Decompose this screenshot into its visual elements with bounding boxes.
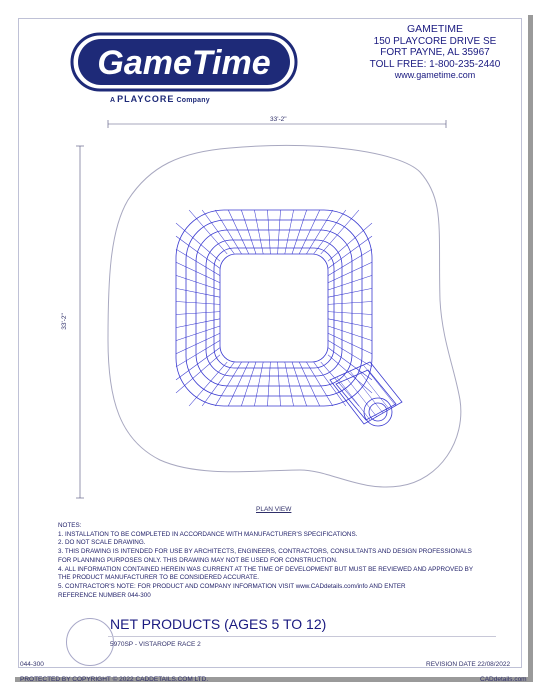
net-grid-line xyxy=(176,301,220,304)
logo-text: GameTime xyxy=(97,44,271,82)
net-grid-line xyxy=(202,362,234,406)
revision-date: REVISION DATE 22/08/2022 xyxy=(426,661,511,668)
net-grid-line xyxy=(176,288,220,297)
note-line: 4. ALL INFORMATION CONTAINED HEREIN WAS CURRENT AT THE TIME OF DEVELOPMENT BUT MUST BE REVIEWED AND APPROVED BY xyxy=(58,565,474,573)
net-grid-line xyxy=(292,210,307,254)
net-grid-line xyxy=(328,355,372,393)
net-grid-line xyxy=(176,236,220,268)
net-grid-line xyxy=(278,362,281,406)
net-grid-line xyxy=(328,340,372,366)
company-address-line1: 150 PLAYCORE DRIVE SE xyxy=(373,35,497,47)
notes-heading: NOTES: xyxy=(58,522,82,529)
net-grid-line xyxy=(267,210,270,254)
net-grid-line xyxy=(189,362,227,406)
net-grid-line xyxy=(176,312,220,315)
net-grid-line xyxy=(328,288,372,297)
copyright-notice: PROTECTED BY COPYRIGHT © 2022 CADDETAILS.COM LTD. xyxy=(20,676,209,683)
net-grid-line xyxy=(202,210,234,254)
net-grid-line xyxy=(278,210,281,254)
ramp-grid-line xyxy=(337,377,371,420)
company-name: GAMETIME xyxy=(406,23,463,35)
net-grid-line xyxy=(306,362,332,406)
company-website[interactable]: www.gametime.com xyxy=(394,70,476,80)
net-grid-line xyxy=(328,326,372,341)
company-phone: TOLL FREE: 1-800-235-2440 xyxy=(369,58,501,70)
net-grid-line xyxy=(241,362,256,406)
net-grid-line xyxy=(176,348,220,380)
net-grid-line xyxy=(328,301,372,304)
net-grid-line xyxy=(176,326,220,341)
tagline-suffix: Company xyxy=(176,97,210,104)
net-grid-line xyxy=(299,210,320,254)
net-grid-line xyxy=(176,340,220,366)
net-grid-line xyxy=(328,312,372,315)
dimension-lines xyxy=(76,120,446,498)
net-grid-line xyxy=(328,236,372,268)
product-title: NET PRODUCTS (AGES 5 TO 12) xyxy=(110,616,327,632)
title-divider xyxy=(108,636,496,637)
net-grid-line xyxy=(299,362,320,406)
net-grid-line xyxy=(328,249,372,275)
net-grid-line xyxy=(228,210,249,254)
net-grid-line xyxy=(176,262,220,283)
note-line: THE PRODUCT MANUFACTURER TO BE CONSIDERED ACCURATE. xyxy=(58,574,260,582)
ramp-grid-line xyxy=(357,368,390,409)
tagline-prefix: A xyxy=(110,97,115,104)
net-grid-line xyxy=(328,319,372,328)
net-grid-line xyxy=(328,262,372,283)
note-line: FOR PLANNING PURPOSES ONLY. THIS DRAWING MAY NOT BE USED FOR CONSTRUCTION. xyxy=(58,556,338,564)
ramp-grid-line xyxy=(363,365,395,406)
exit-ramp xyxy=(330,362,402,426)
net-grid-line xyxy=(285,210,294,254)
note-line: 2. DO NOT SCALE DRAWING. xyxy=(58,539,146,547)
notes-section xyxy=(58,522,508,600)
net-structure xyxy=(176,210,372,406)
net-grid-line xyxy=(189,210,227,254)
product-subtitle: 5970SP - VISTAROPE RACE 2 xyxy=(110,641,201,648)
net-grid-line xyxy=(176,355,220,393)
use-zone-boundary xyxy=(108,145,461,487)
net-grid-line xyxy=(215,362,241,406)
plan-view-label: PLAN VIEW xyxy=(256,506,292,513)
ramp-grid-line xyxy=(343,374,376,417)
net-grid-line xyxy=(215,210,241,254)
net-grid-line xyxy=(254,362,263,406)
title-block-circle xyxy=(66,618,114,666)
net-grid-line xyxy=(321,362,359,406)
net-grid-line xyxy=(241,210,256,254)
net-grid-line xyxy=(176,333,220,354)
net-grid-line xyxy=(176,223,220,261)
net-grid-line xyxy=(285,362,294,406)
note-line: 3. THIS DRAWING IS INTENDED FOR USE BY ARCHITECTS, ENGINEERS, CONTRACTORS, CONSULTANTS AND DESIGN PROFESSIONALS xyxy=(58,548,472,556)
reference-number: 044-300 xyxy=(20,661,44,668)
net-grid-line xyxy=(306,210,332,254)
net-grid-line xyxy=(292,362,307,406)
net-grid-line xyxy=(176,275,220,290)
net-grid-line xyxy=(328,275,372,290)
net-grid-line xyxy=(328,223,372,261)
net-grid-line xyxy=(314,362,346,406)
note-line: 1. INSTALLATION TO BE COMPLETED IN ACCORDANCE WITH MANUFACTURER'S SPECIFICATIONS. xyxy=(58,530,358,538)
net-grid-line xyxy=(254,210,263,254)
dimension-horizontal: 33'-2" xyxy=(270,116,287,123)
net-grid-line xyxy=(321,210,359,254)
caddetails-link[interactable]: CADdetails.com xyxy=(480,676,527,683)
net-grid-line xyxy=(176,319,220,328)
net-grid-line xyxy=(314,210,346,254)
net-grid-line xyxy=(267,362,270,406)
note-line: REFERENCE NUMBER 044-300 xyxy=(58,591,151,599)
company-address-line2: FORT PAYNE, AL 35967 xyxy=(380,47,490,58)
net-grid-line xyxy=(328,333,372,354)
note-line: 5. CONTRACTOR'S NOTE: FOR PRODUCT AND COMPANY INFORMATION VISIT www.CADdetails.com/info AND ENTER xyxy=(58,582,406,590)
tagline-brand: PLAYCORE xyxy=(117,94,175,104)
net-grid-line xyxy=(176,249,220,275)
dimension-vertical: 33'-2" xyxy=(60,313,68,330)
net-grid-line xyxy=(228,362,249,406)
